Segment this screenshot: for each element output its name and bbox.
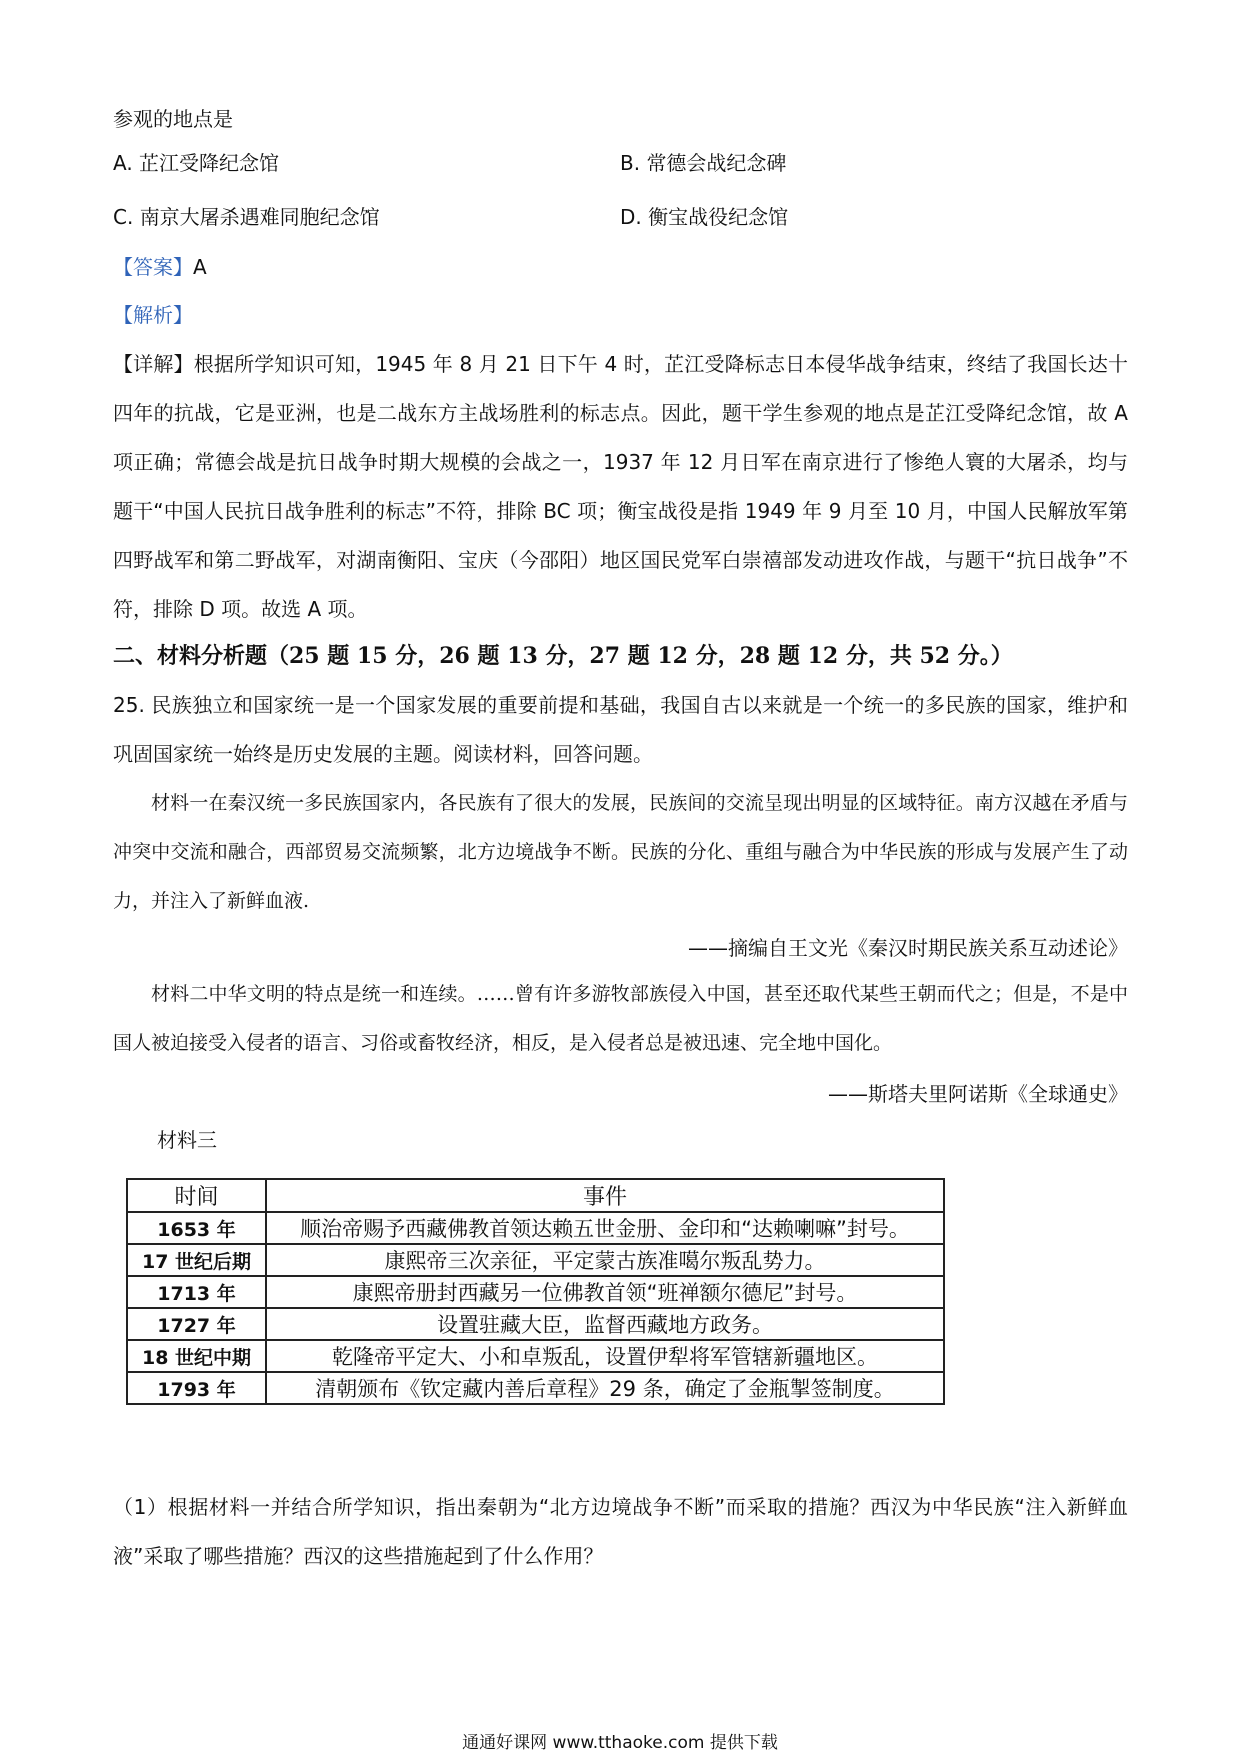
option-letter: C. [113, 205, 134, 229]
table-row [127, 1212, 944, 1244]
answer-label: 【答案】 [113, 255, 193, 279]
row-event: 乾隆帝平定大、小和卓叛乱，设置伊犁将军管辖新疆地区。 [266, 1340, 944, 1372]
material-two: 材料二中华文明的特点是统一和连续。……曾有许多游牧部族侵入中国，甚至还取代某些王朝而代之；但是，不是中国人被迫接受入侵者的语言、习俗或畜牧经济，相反，是入侵者总是被迅速、完全地中国化。 [113, 983, 1128, 1054]
material-one-source: ——摘编自王文光《秦汉时期民族关系互动述论》 [688, 936, 1128, 960]
section-title: 二、材料分析题（25 题 15 分，26 题 13 分，27 题 12 分，28 题 12 分，共 52 分。） [113, 643, 1013, 669]
table-row [127, 1276, 944, 1308]
option-b[interactable] [620, 149, 786, 177]
option-text: 衡宝战役纪念馆 [648, 205, 789, 229]
option-letter: B. [620, 151, 641, 175]
sub-question-1: （1）根据材料一并结合所学知识，指出秦朝为“北方边境战争不断”而采取的措施？西汉为中华民族“注入新鲜血液”采取了哪些措施？西汉的这些措施起到了什么作用？ [113, 1495, 1128, 1568]
row-event: 清朝颁布《钦定藏内善后章程》29 条，确定了金瓶掣签制度。 [266, 1372, 944, 1404]
table-row [127, 1372, 944, 1404]
answer-value: A [193, 255, 207, 279]
table-row [127, 1308, 944, 1340]
table-row [127, 1244, 944, 1276]
events-table [126, 1178, 945, 1405]
option-d[interactable] [620, 203, 788, 231]
option-letter: D. [620, 205, 642, 229]
row-time: 1793 年 [127, 1372, 266, 1404]
row-event: 顺治帝赐予西藏佛教首领达赖五世金册、金印和“达赖喇嘛”封号。 [266, 1212, 944, 1244]
option-text: 芷江受降纪念馆 [139, 151, 280, 175]
question-25-intro: 25. 民族独立和国家统一是一个国家发展的重要前提和基础，我国自古以来就是一个统一的多民族的国家，维护和巩固国家统一始终是历史发展的主题。阅读材料，回答问题。 [113, 693, 1128, 766]
table-row [127, 1340, 944, 1372]
header-event: 事件 [266, 1179, 944, 1212]
question-continuation: 参观的地点是 [113, 107, 233, 131]
option-letter: A. [113, 151, 133, 175]
row-time: 1727 年 [127, 1308, 266, 1340]
detail-label: 【详解】 [113, 352, 194, 376]
option-text: 常德会战纪念碑 [646, 151, 787, 175]
material-one: 材料一在秦汉统一多民族国家内，各民族有了很大的发展，民族间的交流呈现出明显的区域特征。南方汉越在矛盾与冲突中交流和融合，西部贸易交流频繁，北方边境战争不断。民族的分化、重组与融合为中华民族的形成与发展产生了动力，并注入了新鲜血液. [113, 792, 1128, 912]
row-event: 康熙帝册封西藏另一位佛教首领“班禅额尔德尼”封号。 [266, 1276, 944, 1308]
row-time: 1713 年 [127, 1276, 266, 1308]
option-a[interactable] [113, 149, 279, 177]
option-text: 南京大屠杀遇难同胞纪念馆 [139, 205, 380, 229]
row-event: 设置驻藏大臣，监督西藏地方政务。 [266, 1308, 944, 1340]
material-two-source: ——斯塔夫里阿诺斯《全球通史》 [828, 1082, 1128, 1106]
detail-text: 根据所学知识可知，1945 年 8 月 21 日下午 4 时，芷江受降标志日本侵华战争结束，终结了我国长达十四年的抗战，它是亚洲，也是二战东方主战场胜利的标志点。因此，题干学生参观的地点是芷江受降纪念馆，故 A 项正确；常德会战是抗日战争时期大规模的会战之一，1937 年 12 月日军在南京进行了惨绝人寰的大屠杀，均与题干“中国人民抗日战争胜利的标志”不符，排除 BC 项；衡宝战役是指 1949 年 9 月至 10 月，中国人民解放军第四野战军和第二野战军，对湖南衡阳、宝庆（今邵阳）地区国民党军白崇禧部发动进攻作战，与题干“抗日战争”不符，排除 D 项。故选 A 项。 [113, 352, 1128, 621]
material-three-label: 材料三 [157, 1128, 217, 1152]
analysis-label: 【解析】 [113, 303, 193, 327]
table-header-row [127, 1179, 944, 1212]
detail-paragraph [113, 340, 1128, 634]
row-time: 17 世纪后期 [127, 1244, 266, 1276]
page-footer: 通通好课网 www.tthaoke.com 提供下载 [462, 1733, 778, 1753]
row-time: 18 世纪中期 [127, 1340, 266, 1372]
row-time: 1653 年 [127, 1212, 266, 1244]
option-c[interactable] [113, 203, 380, 231]
answer-line [113, 253, 207, 281]
row-event: 康熙帝三次亲征，平定蒙古族准噶尔叛乱势力。 [266, 1244, 944, 1276]
header-time: 时间 [127, 1179, 266, 1212]
